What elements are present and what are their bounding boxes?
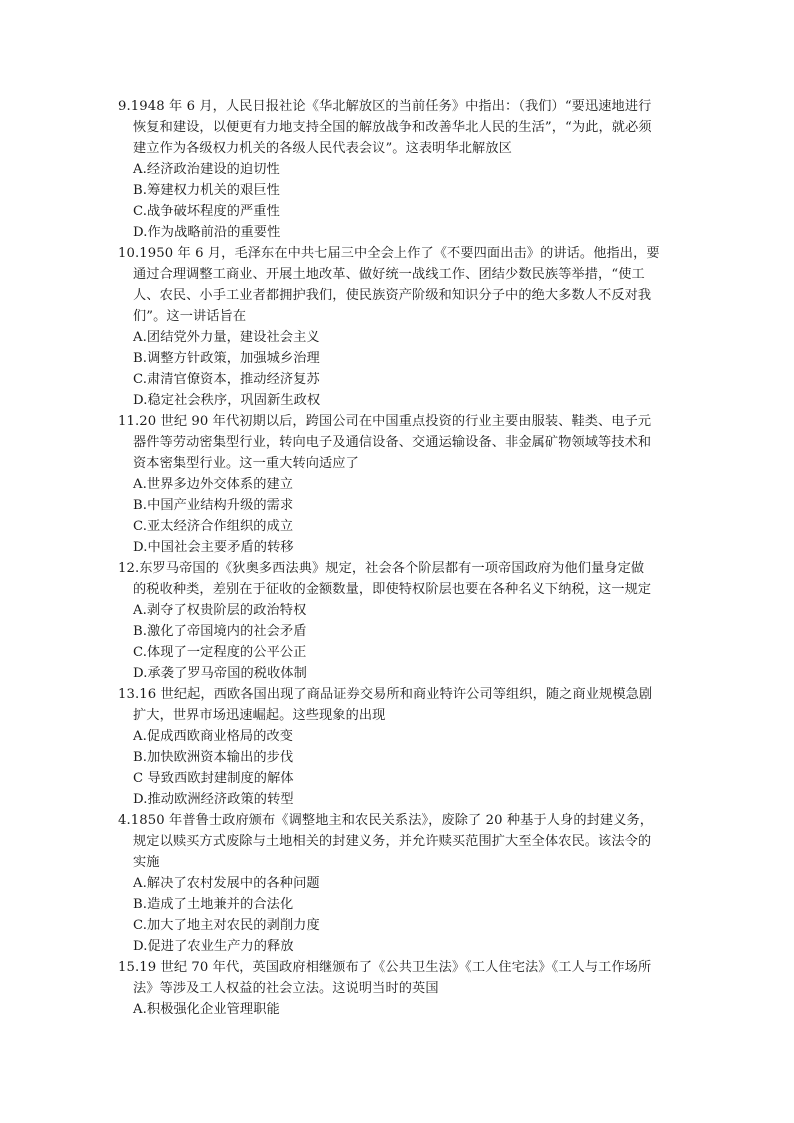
option-c: C.加大了地主对农民的剥削力度 [133,918,320,933]
option-c: C 导致西欧封建制度的解体 [133,771,294,786]
question-stem-line: 9.1948 年 6 月，人民日报社论《华北解放区的当前任务》中指出：（我们）“要迅速地进行 [118,99,652,114]
option-b: B.造成了土地兼并的合法化 [133,897,294,912]
option-d: D.承袭了罗马帝国的税收体制 [133,666,307,681]
question-stem-line: 扩大，世界市场迅速崛起。这些现象的出现 [133,708,386,723]
option-a: A.促成西欧商业格局的改变 [133,729,294,744]
option-d: D.作为战略前沿的重要性 [133,225,281,240]
question-stem-line: 实施 [133,855,160,870]
question-stem-line: 10.1950 年 6 月，毛泽东在中共七届三中全会上作了《不要四面出击》的讲话。他指出，要 [118,246,660,261]
question-stem-line: 法》等涉及工人权益的社会立法。这说明当时的英国 [133,981,439,996]
option-a: A.世界多边外交体系的建立 [133,477,294,492]
option-c: C.亚太经济合作组织的成立 [133,519,294,534]
question-9 [118,96,678,243]
option-b: B.激化了帝国境内的社会矛盾 [133,624,307,639]
option-a: A.经济政治建设的迫切性 [133,162,280,177]
option-b: B.调整方针政策，加强城乡治理 [133,351,320,366]
question-stem-line: 15.19 世纪 70 年代，英国政府相继颁布了《公共卫生法》《工人住宅法》《工人与工作场所 [118,960,652,975]
option-b: B.筹建权力机关的艰巨性 [133,183,280,198]
question-stem-line: 13.16 世纪起，西欧各国出现了商品证券交易所和商业特许公司等组织，随之商业规模急剧 [118,687,653,702]
question-stem-line: 12.东罗马帝国的《狄奥多西法典》规定，社会各个阶层都有一项帝国政府为他们量身定做 [118,561,645,576]
option-d: D.中国社会主要矛盾的转移 [133,540,294,555]
question-stem-line: 11.20 世纪 90 年代初期以后，跨国公司在中国重点投资的行业主要由服装、鞋类、电子元 [118,414,652,429]
option-a: A.团结党外力量，建设社会主义 [133,330,320,345]
question-14 [118,810,678,957]
option-d: D.促进了农业生产力的释放 [133,939,294,954]
option-c: C.肃清官僚资本，推动经济复苏 [133,372,320,387]
option-a: A.积极强化企业管理职能 [133,1002,280,1017]
question-stem-line: 规定以赎买方式废除与土地相关的封建义务，并允许赎买范围扩大至全体农民。该法令的 [133,834,652,849]
question-10 [118,243,678,411]
question-13 [118,684,678,810]
question-15 [118,957,678,1020]
option-b: B.加快欧洲资本输出的步伐 [133,750,294,765]
option-c: C.体现了一定程度的公平公正 [133,645,307,660]
question-stem-line: 人、农民、小手工业者都拥护我们，使民族资产阶级和知识分子中的绝大多数人不反对我 [133,288,652,303]
option-d: D.推动欧洲经济政策的转型 [133,792,294,807]
question-stem-line: 资本密集型行业。这一重大转向适应了 [133,456,359,471]
option-c: C.战争破坏程度的严重性 [133,204,280,219]
exam-page [118,96,678,1020]
option-d: D.稳定社会秩序，巩固新生政权 [133,393,321,408]
question-stem-line: 器件等劳动密集型行业，转向电子及通信设备、交通运输设备、非金属矿物领域等技术和 [133,435,652,450]
question-stem-line: 的税收种类，差别在于征收的金额数量，即使特权阶层也要在各种名义下纳税，这一规定 [133,582,652,597]
question-12 [118,558,678,684]
option-a: A.解决了农村发展中的各种问题 [133,876,320,891]
question-stem-line: 们”。这一讲话旨在 [133,309,247,324]
question-stem-line: 恢复和建设，以便更有力地支持全国的解放战争和改善华北人民的生活”，“为此，就必须 [133,120,652,135]
question-11 [118,411,678,558]
option-b: B.中国产业结构升级的需求 [133,498,294,513]
question-stem-line: 建立作为各级权力机关的各级人民代表会议”。这表明华北解放区 [133,141,512,156]
question-stem-line: 通过合理调整工商业、开展土地改革、做好统一战线工作、团结少数民族等举措，“使工 [133,267,645,282]
question-stem-line: 4.1850 年普鲁士政府颁布《调整地主和农民关系法》，废除了 20 种基于人身的封建义务， [118,813,654,828]
option-a: A.剥夺了权贵阶层的政治特权 [133,603,307,618]
